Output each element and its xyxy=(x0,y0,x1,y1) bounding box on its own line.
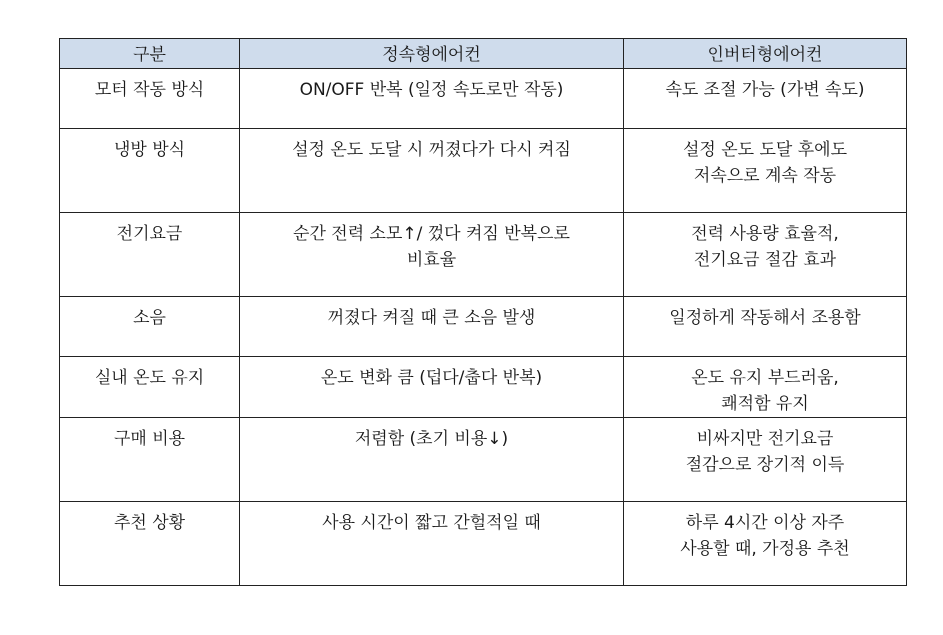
inverter-cell: 전력 사용량 효율적, 전기요금 절감 효과 xyxy=(624,213,907,297)
table-row-electricity xyxy=(60,213,907,297)
row-category: 소음 xyxy=(60,297,240,357)
inverter-cell: 온도 유지 부드러움, 쾌적함 유지 xyxy=(624,357,907,418)
row-category: 실내 온도 유지 xyxy=(60,357,240,418)
fixed-speed-cell: 순간 전력 소모↑/ 껐다 켜짐 반복으로 비효율 xyxy=(240,213,624,297)
inverter-cell: 설정 온도 도달 후에도 저속으로 계속 작동 xyxy=(624,129,907,213)
inverter-cell: 비싸지만 전기요금 절감으로 장기적 이득 xyxy=(624,418,907,502)
table-row-temperature xyxy=(60,357,907,418)
row-category: 구매 비용 xyxy=(60,418,240,502)
header-fixed-speed-ac: 정속형에어컨 xyxy=(240,39,624,69)
header-category: 구분 xyxy=(60,39,240,69)
table-row-recommendation xyxy=(60,502,907,586)
fixed-speed-cell: 꺼졌다 켜질 때 큰 소음 발생 xyxy=(240,297,624,357)
fixed-speed-cell: 저렴함 (초기 비용↓) xyxy=(240,418,624,502)
header-row xyxy=(60,39,907,69)
fixed-speed-cell: 설정 온도 도달 시 꺼졌다가 다시 켜짐 xyxy=(240,129,624,213)
inverter-cell: 하루 4시간 이상 자주 사용할 때, 가정용 추천 xyxy=(624,502,907,586)
header-inverter-ac: 인버터형에어컨 xyxy=(624,39,907,69)
fixed-speed-cell: 온도 변화 큼 (덥다/춥다 반복) xyxy=(240,357,624,418)
table-row-cooling xyxy=(60,129,907,213)
table-row-noise xyxy=(60,297,907,357)
fixed-speed-cell: 사용 시간이 짧고 간헐적일 때 xyxy=(240,502,624,586)
fixed-speed-cell: ON/OFF 반복 (일정 속도로만 작동) xyxy=(240,69,624,129)
inverter-cell: 일정하게 작동해서 조용함 xyxy=(624,297,907,357)
row-category: 전기요금 xyxy=(60,213,240,297)
row-category: 냉방 방식 xyxy=(60,129,240,213)
inverter-cell: 속도 조절 가능 (가변 속도) xyxy=(624,69,907,129)
row-category: 모터 작동 방식 xyxy=(60,69,240,129)
table-row-cost xyxy=(60,418,907,502)
table-row-motor xyxy=(60,69,907,129)
row-category: 추천 상황 xyxy=(60,502,240,586)
comparison-table xyxy=(59,38,907,586)
